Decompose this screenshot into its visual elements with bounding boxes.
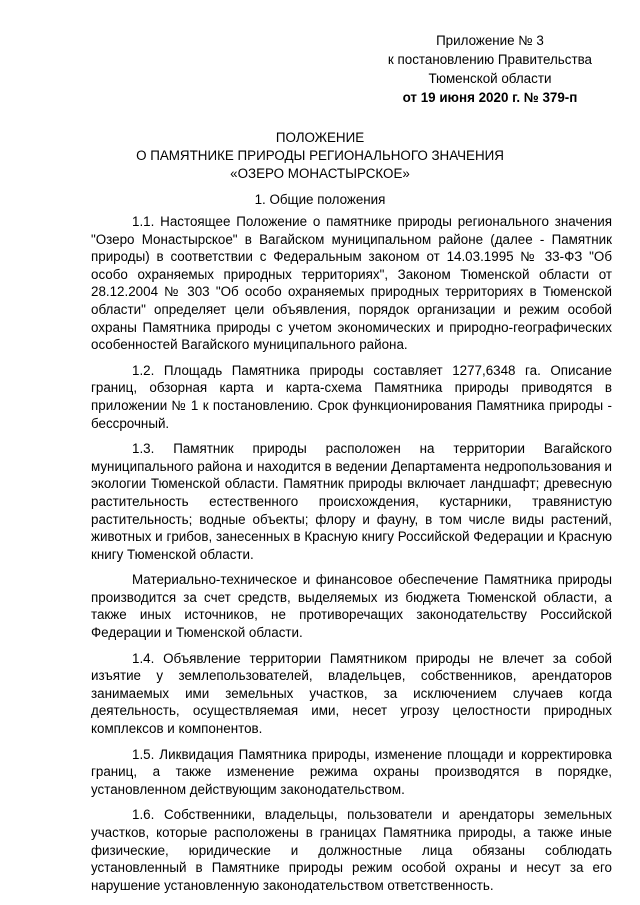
appendix-number: Приложение № 3 bbox=[436, 33, 544, 48]
appendix-region: Тюменской области bbox=[428, 71, 552, 86]
appendix-reference: к постановлению Правительства bbox=[387, 52, 592, 67]
document-body bbox=[91, 213, 612, 902]
paragraph-1-2: 1.2. Площадь Памятника природы составляет 1277,6348 га. Описание границ, обзорная карта и карта-схема Памятника природы приводятся в приложении № 1 к постановлению. Срок функционирования Памятника природы - бессрочный. bbox=[91, 362, 612, 431]
title-line-3: «ОЗЕРО МОНАСТЫРСКОЕ» bbox=[230, 166, 410, 181]
paragraph-funding: Материально-техническое и финансовое обеспечение Памятника природы производится за счет средств, выделяемых из бюджета Тюменской области, а также иных источников, не противоречащих законодательству Российской Федерации и Тюменской области. bbox=[91, 572, 612, 641]
section-heading: 1. Общие положения bbox=[254, 192, 386, 207]
title-line-2: О ПАМЯТНИКЕ ПРИРОДЫ РЕГИОНАЛЬНОГО ЗНАЧЕНИЯ bbox=[136, 148, 504, 163]
paragraph-1-4: 1.4. Объявление территории Памятником природы не влечет за собой изъятие у землепользователей, владельцев, собственников, арендаторов занимаемых ими земельных участков, за исключением случаев когда деятельность, осуществляемая ими, несет угрозу целостности природных комплексов и компонентов. bbox=[91, 650, 612, 737]
appendix-date-number: от 19 июня 2020 г. № 379-п bbox=[402, 90, 578, 105]
paragraph-1-3: 1.3. Памятник природы расположен на территории Вагайского муниципального района и находится в ведении Департамента недропользования и экологии Тюменской области. Памятник природы включает ландшафт; древесную растительность естественного происхождения, кустарники, травянистую растительность; водные объекты; флору и фауну, в том числе виды растений, животных и грибов, занесенных в Красную книгу Российской Федерации и Красную книгу Тюменской области. bbox=[91, 441, 612, 562]
paragraph-1-1: 1.1. Настоящее Положение о памятнике природы регионального значения "Озеро Монастырское" в Вагайском муниципальном районе (далее - Памятник природы) в соответствии с Федеральным законом от 14.03.1995 № 33-ФЗ "Об особо охраняемых природных территориях", Законом Тюменской области от 28.12.2004 № 303 "Об особо охраняемых природных территориях в Тюменской области" определяет цели объявления, порядок организации и режим особой охраны Памятника природы с учетом экономических и природно-географических особенностей Вагайского муниципального района. bbox=[91, 214, 612, 353]
appendix-header bbox=[388, 31, 592, 107]
document-title bbox=[0, 129, 640, 183]
paragraph-1-5: 1.5. Ликвидация Памятника природы, изменение площади и корректировка границ, а также изменение режима охраны производятся в порядке, установленном действующим законодательством. bbox=[91, 746, 612, 797]
paragraph-1-6: 1.6. Собственники, владельцы, пользователи и арендаторы земельных участков, которые расположены в границах Памятника природы, а также иные физические, юридические и должностные лица обязаны соблюдать установленный в Памятнике природы режим особой охраны и несут за его нарушение установленную законодательством ответственность. bbox=[91, 807, 612, 893]
title-line-1: ПОЛОЖЕНИЕ bbox=[275, 130, 365, 145]
